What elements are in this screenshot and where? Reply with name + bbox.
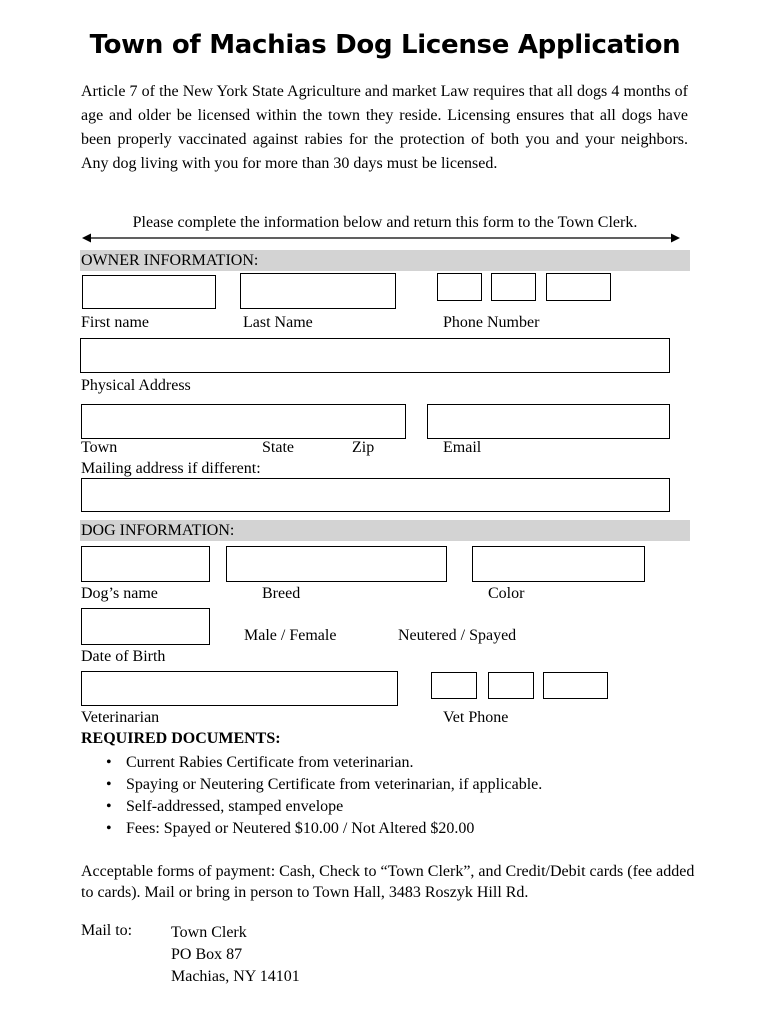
phone-number-label: Phone Number	[443, 314, 540, 331]
bullet-icon: •	[106, 820, 112, 837]
zip-label: Zip	[352, 439, 375, 456]
double-arrow-divider	[82, 231, 680, 245]
physical-address-label: Physical Address	[81, 377, 191, 394]
vet-phone-line-field[interactable]	[543, 672, 608, 699]
bullet-icon: •	[106, 776, 112, 793]
required-documents-list	[81, 752, 542, 840]
mailing-address-label: Mailing address if different:	[81, 460, 261, 477]
list-item	[81, 796, 542, 818]
email-label: Email	[443, 439, 482, 456]
dog-info-header: DOG INFORMATION:	[80, 520, 690, 541]
sex-option[interactable]: Male / Female	[244, 627, 337, 644]
document-item-text: Self-addressed, stamped envelope	[126, 798, 344, 815]
last-name-field[interactable]	[240, 273, 396, 309]
breed-field[interactable]	[226, 546, 447, 582]
instruction-text: Please complete the information below and return this form to the Town Clerk.	[132, 214, 638, 231]
town-state-zip-field[interactable]	[81, 404, 406, 439]
vet-phone-label: Vet Phone	[443, 709, 509, 726]
physical-address-field[interactable]	[80, 338, 670, 373]
page-title: Town of Machias Dog License Application	[89, 30, 681, 60]
date-of-birth-label: Date of Birth	[81, 648, 166, 665]
town-label: Town	[81, 439, 118, 456]
document-item-text: Current Rabies Certificate from veterinarian.	[126, 754, 414, 771]
mailing-address-field[interactable]	[81, 478, 670, 512]
vet-phone-prefix-field[interactable]	[488, 672, 534, 699]
veterinarian-label: Veterinarian	[81, 709, 160, 726]
mail-to-label: Mail to:	[81, 922, 133, 939]
veterinarian-field[interactable]	[81, 671, 398, 706]
required-documents-heading: REQUIRED DOCUMENTS:	[81, 730, 281, 747]
bullet-icon: •	[106, 798, 112, 815]
payment-paragraph: Acceptable forms of payment: Cash, Check to “Town Clerk”, and Credit/Debit cards (fee added to cards). Mail or bring in person to Town Hall, 3483 Roszyk Hill Rd.	[81, 863, 695, 901]
date-of-birth-field[interactable]	[81, 608, 210, 645]
list-item	[81, 752, 542, 774]
mail-line-2: PO Box 87	[171, 946, 243, 963]
phone-line-field[interactable]	[546, 273, 611, 301]
breed-label: Breed	[262, 585, 301, 602]
list-item	[81, 818, 542, 840]
mail-line-1: Town Clerk	[171, 924, 247, 941]
list-item	[81, 774, 542, 796]
bullet-icon: •	[106, 754, 112, 771]
first-name-field[interactable]	[82, 275, 216, 309]
owner-info-header: OWNER INFORMATION:	[80, 250, 690, 271]
mail-line-3: Machias, NY 14101	[171, 968, 300, 985]
phone-prefix-field[interactable]	[491, 273, 536, 301]
mailing-address-block	[171, 922, 300, 988]
dog-name-label: Dog’s name	[81, 585, 158, 602]
document-item-text: Spaying or Neutering Certificate from veterinarian, if applicable.	[126, 776, 543, 793]
email-field[interactable]	[427, 404, 670, 439]
phone-area-code-field[interactable]	[437, 273, 482, 301]
first-name-label: First name	[81, 314, 149, 331]
document-item-text: Fees: Spayed or Neutered $10.00 / Not Altered $20.00	[126, 820, 475, 837]
last-name-label: Last Name	[243, 314, 313, 331]
vet-phone-area-code-field[interactable]	[431, 672, 477, 699]
neutered-option[interactable]: Neutered / Spayed	[398, 627, 517, 644]
state-label: State	[262, 439, 294, 456]
intro-paragraph: Article 7 of the New York State Agriculture and market Law requires that all dogs 4 months of age and older be licensed within the town they reside. Licensing ensures that all dogs have been properly vaccinated against rabies for the protection of both you and your neighbors. Any dog living with you for more than 30 days must be licensed.	[81, 83, 688, 172]
color-field[interactable]	[472, 546, 645, 582]
dog-name-field[interactable]	[81, 546, 210, 582]
color-label: Color	[488, 585, 525, 602]
